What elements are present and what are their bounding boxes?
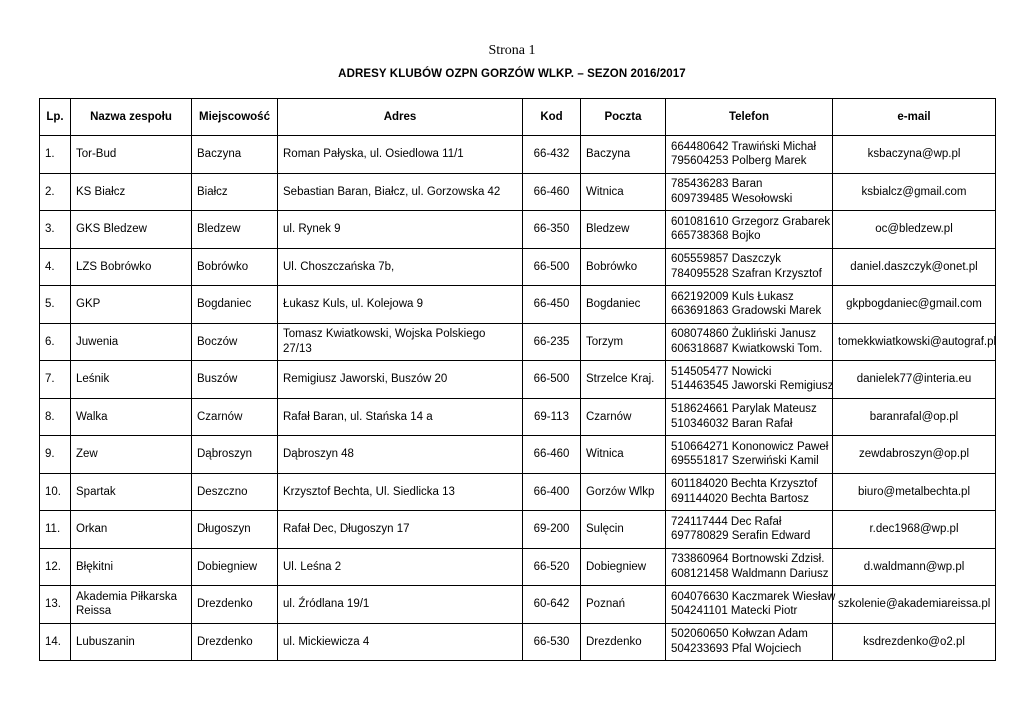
clubs-table [39, 98, 996, 661]
cell-address: Rafał Dec, Długoszyn 17 [278, 511, 523, 549]
cell-post-office: Czarnów [581, 398, 666, 436]
table-row [40, 436, 996, 474]
cell-email: ksdrezdenko@o2.pl [833, 623, 996, 661]
cell-phones [666, 323, 833, 361]
cell-team-name: KS Białcz [71, 173, 192, 211]
cell-email: szkolenie@akademiareissa.pl [833, 586, 996, 624]
cell-address: Tomasz Kwiatkowski, Wojska Polskiego 27/13 [278, 323, 523, 361]
cell-town: Bledzew [192, 211, 278, 249]
cell-post-office: Dobiegniew [581, 548, 666, 586]
cell-town: Czarnów [192, 398, 278, 436]
cell-lp: 3. [40, 211, 71, 249]
cell-address: Sebastian Baran, Białcz, ul. Gorzowska 42 [278, 173, 523, 211]
cell-lp: 5. [40, 286, 71, 324]
phone-entry: 510346032 Baran Rafał [671, 417, 793, 430]
cell-email: d.waldmann@wp.pl [833, 548, 996, 586]
cell-lp: 6. [40, 323, 71, 361]
cell-town: Białcz [192, 173, 278, 211]
cell-address: Rafał Baran, ul. Stańska 14 a [278, 398, 523, 436]
cell-email: r.dec1968@wp.pl [833, 511, 996, 549]
cell-postal-code: 66-350 [523, 211, 581, 249]
cell-email: tomekkwiatkowski@autograf.pl [833, 323, 996, 361]
cell-lp: 2. [40, 173, 71, 211]
cell-lp: 1. [40, 136, 71, 174]
cell-town: Dobiegniew [192, 548, 278, 586]
phone-entry: 502060650 Kołwzan Adam [671, 628, 808, 641]
cell-team-name: Tor-Bud [71, 136, 192, 174]
document-title: ADRESY KLUBÓW OZPN GORZÓW WLKP. – SEZON 2016/2017 [338, 68, 686, 80]
cell-phones [666, 248, 833, 286]
phone-entry: 601184020 Bechta Krzysztof [671, 478, 818, 491]
cell-post-office: Bogdaniec [581, 286, 666, 324]
cell-post-office: Sulęcin [581, 511, 666, 549]
cell-phones [666, 398, 833, 436]
table-row [40, 211, 996, 249]
cell-postal-code: 69-113 [523, 398, 581, 436]
cell-lp: 12. [40, 548, 71, 586]
cell-post-office: Gorzów Wlkp [581, 473, 666, 511]
cell-postal-code: 66-460 [523, 436, 581, 474]
cell-town: Baczyna [192, 136, 278, 174]
column-header-town: Miejscowość [192, 99, 278, 136]
phone-entry: 733860964 Bortnowski Zdzisł. [671, 553, 825, 566]
cell-phones [666, 511, 833, 549]
cell-phones [666, 473, 833, 511]
cell-town: Boczów [192, 323, 278, 361]
cell-postal-code: 66-432 [523, 136, 581, 174]
cell-phones [666, 286, 833, 324]
column-header-team: Nazwa zespołu [71, 99, 192, 136]
cell-email: oc@bledzew.pl [833, 211, 996, 249]
table-row [40, 361, 996, 399]
column-header-phone: Telefon [666, 99, 833, 136]
cell-team-name: LZS Bobrówko [71, 248, 192, 286]
cell-phones [666, 361, 833, 399]
cell-postal-code: 66-235 [523, 323, 581, 361]
cell-lp: 9. [40, 436, 71, 474]
table-row [40, 323, 996, 361]
cell-post-office: Bobrówko [581, 248, 666, 286]
cell-team-name: Błękitni [71, 548, 192, 586]
cell-email: daniel.daszczyk@onet.pl [833, 248, 996, 286]
cell-town: Drezdenko [192, 586, 278, 624]
phone-entry: 662192009 Kuls Łukasz [671, 290, 794, 303]
phone-entry: 663691863 Gradowski Marek [671, 305, 822, 318]
cell-town: Deszczno [192, 473, 278, 511]
cell-phones [666, 136, 833, 174]
cell-town: Drezdenko [192, 623, 278, 661]
phone-entry: 518624661 Parylak Mateusz [671, 403, 817, 416]
phone-entry: 604076630 Kaczmarek Wiesław [671, 590, 836, 603]
cell-address: Ul. Leśna 2 [278, 548, 523, 586]
cell-phones [666, 586, 836, 624]
cell-lp: 4. [40, 248, 71, 286]
cell-post-office: Poznań [581, 586, 666, 624]
column-header-post: Poczta [581, 99, 666, 136]
cell-phones [666, 623, 833, 661]
table-row [40, 398, 996, 436]
cell-team-name: Spartak [71, 473, 192, 511]
cell-postal-code: 66-520 [523, 548, 581, 586]
cell-email: gkpbogdaniec@gmail.com [833, 286, 996, 324]
phone-entry: 784095528 Szafran Krzysztof [671, 267, 822, 280]
table-row [40, 623, 996, 661]
cell-postal-code: 66-460 [523, 173, 581, 211]
cell-town: Dąbroszyn [192, 436, 278, 474]
cell-address: Krzysztof Bechta, Ul. Siedlicka 13 [278, 473, 523, 511]
cell-address: ul. Mickiewicza 4 [278, 623, 523, 661]
phone-entry: 504233693 Pfal Wojciech [671, 642, 802, 655]
cell-postal-code: 69-200 [523, 511, 581, 549]
cell-address: Ul. Choszczańska 7b, [278, 248, 523, 286]
cell-lp: 13. [40, 586, 71, 624]
cell-post-office: Witnica [581, 173, 666, 211]
cell-email: baranrafal@op.pl [833, 398, 996, 436]
header-row [40, 99, 996, 136]
cell-team-name: Juwenia [71, 323, 192, 361]
cell-lp: 14. [40, 623, 71, 661]
phone-entry: 697780829 Serafin Edward [671, 530, 811, 543]
cell-lp: 10. [40, 473, 71, 511]
phone-entry: 795604253 Polberg Marek [671, 155, 807, 168]
phone-entry: 695551817 Szerwiński Kamil [671, 455, 819, 468]
table-row [40, 586, 996, 624]
phone-entry: 504241101 Matecki Piotr [671, 605, 798, 618]
cell-town: Buszów [192, 361, 278, 399]
cell-phones [666, 173, 833, 211]
phone-entry: 606318687 Kwiatkowski Tom. [671, 342, 823, 355]
cell-town: Bobrówko [192, 248, 278, 286]
phone-entry: 724117444 Dec Rafał [671, 515, 782, 528]
phone-entry: 665738368 Bojko [671, 230, 761, 243]
cell-post-office: Baczyna [581, 136, 666, 174]
cell-address: Łukasz Kuls, ul. Kolejowa 9 [278, 286, 523, 324]
table-row [40, 548, 996, 586]
cell-phones [666, 548, 833, 586]
cell-postal-code: 66-530 [523, 623, 581, 661]
cell-post-office: Bledzew [581, 211, 666, 249]
cell-post-office: Drezdenko [581, 623, 666, 661]
phone-entry: 608074860 Żukliński Janusz [671, 328, 817, 341]
cell-team-name: Leśnik [71, 361, 192, 399]
phone-entry: 514463545 Jaworski Remigiusz [671, 380, 834, 393]
phone-entry: 785436283 Baran [671, 178, 763, 191]
cell-email: zewdabroszyn@op.pl [833, 436, 996, 474]
phone-entry: 691144020 Bechta Bartosz [671, 492, 809, 505]
column-header-address: Adres [278, 99, 523, 136]
table-row [40, 136, 996, 174]
cell-team-name: Orkan [71, 511, 192, 549]
cell-post-office: Witnica [581, 436, 666, 474]
cell-lp: 8. [40, 398, 71, 436]
cell-postal-code: 66-450 [523, 286, 581, 324]
cell-postal-code: 66-400 [523, 473, 581, 511]
cell-email: danielek77@interia.eu [833, 361, 996, 399]
cell-team-name: Akademia Piłkarska Reissa [71, 586, 192, 624]
cell-postal-code: 60-642 [523, 586, 581, 624]
cell-team-name: GKS Bledzew [71, 211, 192, 249]
phone-entry: 609739485 Wesołowski [671, 192, 793, 205]
cell-town: Długoszyn [192, 511, 278, 549]
phone-entry: 514505477 Nowicki [671, 365, 772, 378]
cell-address: ul. Rynek 9 [278, 211, 523, 249]
phone-entry: 664480642 Trawiński Michał [671, 140, 817, 153]
table-row [40, 286, 996, 324]
column-header-lp: Lp. [40, 99, 71, 136]
cell-lp: 11. [40, 511, 71, 549]
cell-address: Roman Pałyska, ul. Osiedlowa 11/1 [278, 136, 523, 174]
table-row [40, 473, 996, 511]
column-header-email: e-mail [833, 99, 996, 136]
cell-lp: 7. [40, 361, 71, 399]
page-header: Strona 1 [488, 43, 536, 58]
cell-address: Remigiusz Jaworski, Buszów 20 [278, 361, 523, 399]
cell-town: Bogdaniec [192, 286, 278, 324]
phone-entry: 608121458 Waldmann Dariusz [671, 567, 829, 580]
phone-entry: 605559857 Daszczyk [671, 253, 781, 266]
cell-team-name: GKP [71, 286, 192, 324]
cell-email: biuro@metalbechta.pl [833, 473, 996, 511]
phone-entry: 510664271 Kononowicz Paweł [671, 440, 829, 453]
cell-post-office: Strzelce Kraj. [581, 361, 666, 399]
cell-email: ksbialcz@gmail.com [833, 173, 996, 211]
column-header-code: Kod [523, 99, 581, 136]
cell-team-name: Walka [71, 398, 192, 436]
cell-postal-code: 66-500 [523, 361, 581, 399]
table-row [40, 248, 996, 286]
cell-post-office: Torzym [581, 323, 666, 361]
cell-team-name: Lubuszanin [71, 623, 192, 661]
cell-email: ksbaczyna@wp.pl [833, 136, 996, 174]
table-row [40, 511, 996, 549]
cell-address: ul. Źródlana 19/1 [278, 586, 523, 624]
cell-team-name: Zew [71, 436, 192, 474]
cell-phones [666, 211, 833, 249]
table-row [40, 173, 996, 211]
cell-phones [666, 436, 833, 474]
phone-entry: 601081610 Grzegorz Grabarek [671, 215, 831, 228]
cell-address: Dąbroszyn 48 [278, 436, 523, 474]
cell-postal-code: 66-500 [523, 248, 581, 286]
